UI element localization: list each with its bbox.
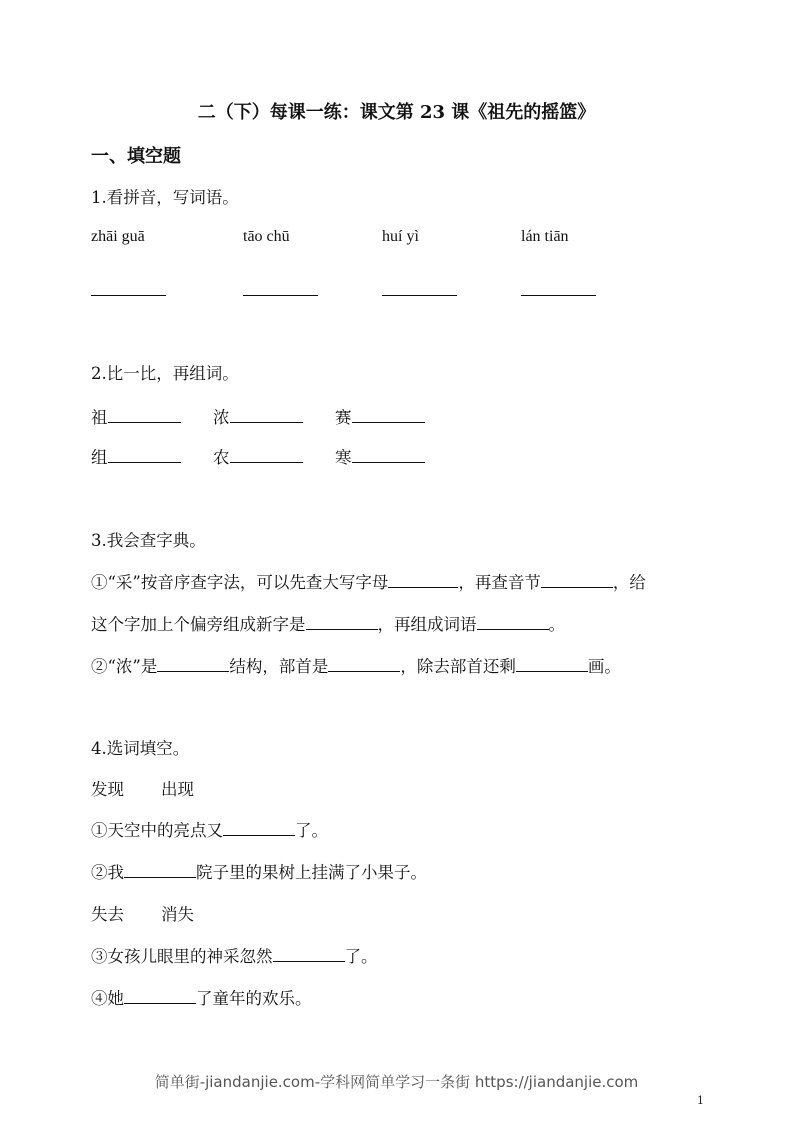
- answer-blank[interactable]: [157, 670, 229, 672]
- question-2-label: 2.比一比，再组词。: [91, 364, 239, 383]
- text: ，给: [612, 573, 646, 592]
- text: 。: [548, 615, 565, 634]
- answer-blank[interactable]: [230, 461, 303, 463]
- word-choice-2: [91, 901, 194, 925]
- answer-blank[interactable]: [541, 586, 613, 588]
- word-choice-1: [91, 776, 194, 800]
- pinyin-3: huí yì: [382, 228, 419, 245]
- character: 赛: [335, 408, 352, 427]
- sentence-1: [91, 817, 328, 841]
- question-3-label: 3.我会查字典。: [91, 531, 206, 550]
- text: ，再查音节: [458, 573, 541, 592]
- answer-blank[interactable]: [108, 421, 181, 423]
- text: ①天空中的亮点又: [91, 821, 223, 840]
- word-option: 失去: [91, 905, 124, 924]
- answer-blank-3[interactable]: [382, 295, 457, 296]
- text: 结构，部首是: [229, 657, 329, 676]
- text: 了。: [344, 947, 378, 966]
- text: ③女孩儿眼里的神采忽然: [91, 947, 273, 966]
- text: 院子里的果树上挂满了小果子。: [196, 863, 427, 882]
- character: 农: [213, 448, 230, 467]
- compare-item: [335, 404, 425, 428]
- sentence-3: [91, 943, 378, 967]
- character: 组: [91, 448, 108, 467]
- dictionary-line-2: [91, 611, 565, 635]
- section-heading: 一、填空题: [91, 146, 181, 167]
- word-option: 出现: [161, 780, 194, 799]
- pinyin-1: zhāi guā: [91, 228, 145, 245]
- answer-blank[interactable]: [124, 1002, 196, 1004]
- page-title: 二（下）每课一练：课文第 23 课《祖先的摇篮》: [197, 102, 596, 123]
- text: ，再组成词语: [377, 615, 477, 634]
- answer-blank[interactable]: [352, 421, 425, 423]
- compare-item: [91, 404, 181, 428]
- answer-blank[interactable]: [328, 670, 400, 672]
- dictionary-line-1: [91, 569, 646, 593]
- answer-blank[interactable]: [108, 461, 181, 463]
- text: ②“浓”是: [91, 657, 158, 676]
- answer-blank[interactable]: [230, 421, 303, 423]
- compare-item: [91, 444, 181, 468]
- answer-blank-1[interactable]: [91, 295, 166, 296]
- word-option: 发现: [91, 780, 124, 799]
- answer-blank[interactable]: [388, 586, 458, 588]
- text: 了童年的欢乐。: [196, 989, 312, 1008]
- answer-blank[interactable]: [306, 628, 378, 630]
- answer-blank-4[interactable]: [521, 295, 596, 296]
- answer-blank[interactable]: [124, 876, 196, 878]
- answer-blank[interactable]: [223, 834, 295, 836]
- compare-item: [335, 444, 425, 468]
- footer-watermark: 简单街-jiandanjie.com-学科网简单学习一条街 https://jiandanjie.com: [154, 1073, 639, 1091]
- text: ①“采”按音序查字法，可以先查大写字母: [91, 573, 389, 592]
- compare-item: [213, 404, 303, 428]
- sentence-2: [91, 859, 427, 883]
- compare-item: [213, 444, 303, 468]
- word-option: 消失: [161, 905, 194, 924]
- sentence-4: [91, 985, 312, 1009]
- dictionary-line-3: [91, 653, 621, 677]
- text: ②我: [91, 863, 124, 882]
- answer-blank[interactable]: [477, 628, 549, 630]
- text: 了。: [295, 821, 328, 840]
- question-4-label: 4.选词填空。: [91, 739, 190, 758]
- character: 寒: [335, 448, 352, 467]
- character: 浓: [213, 408, 230, 427]
- text: ④她: [91, 989, 124, 1008]
- question-1-label: 1.看拼音，写词语。: [91, 188, 239, 207]
- answer-blank-2[interactable]: [243, 295, 318, 296]
- answer-blank[interactable]: [516, 670, 588, 672]
- page-number: 1: [697, 1094, 704, 1107]
- answer-blank[interactable]: [352, 461, 425, 463]
- text: 这个字加上个偏旁组成新字是: [91, 615, 306, 634]
- answer-blank[interactable]: [273, 960, 345, 962]
- pinyin-2: tāo chū: [243, 228, 290, 245]
- text: ，除去部首还剩: [400, 657, 516, 676]
- text: 画。: [587, 657, 621, 676]
- character: 祖: [91, 408, 108, 427]
- pinyin-4: lán tiān: [521, 228, 569, 245]
